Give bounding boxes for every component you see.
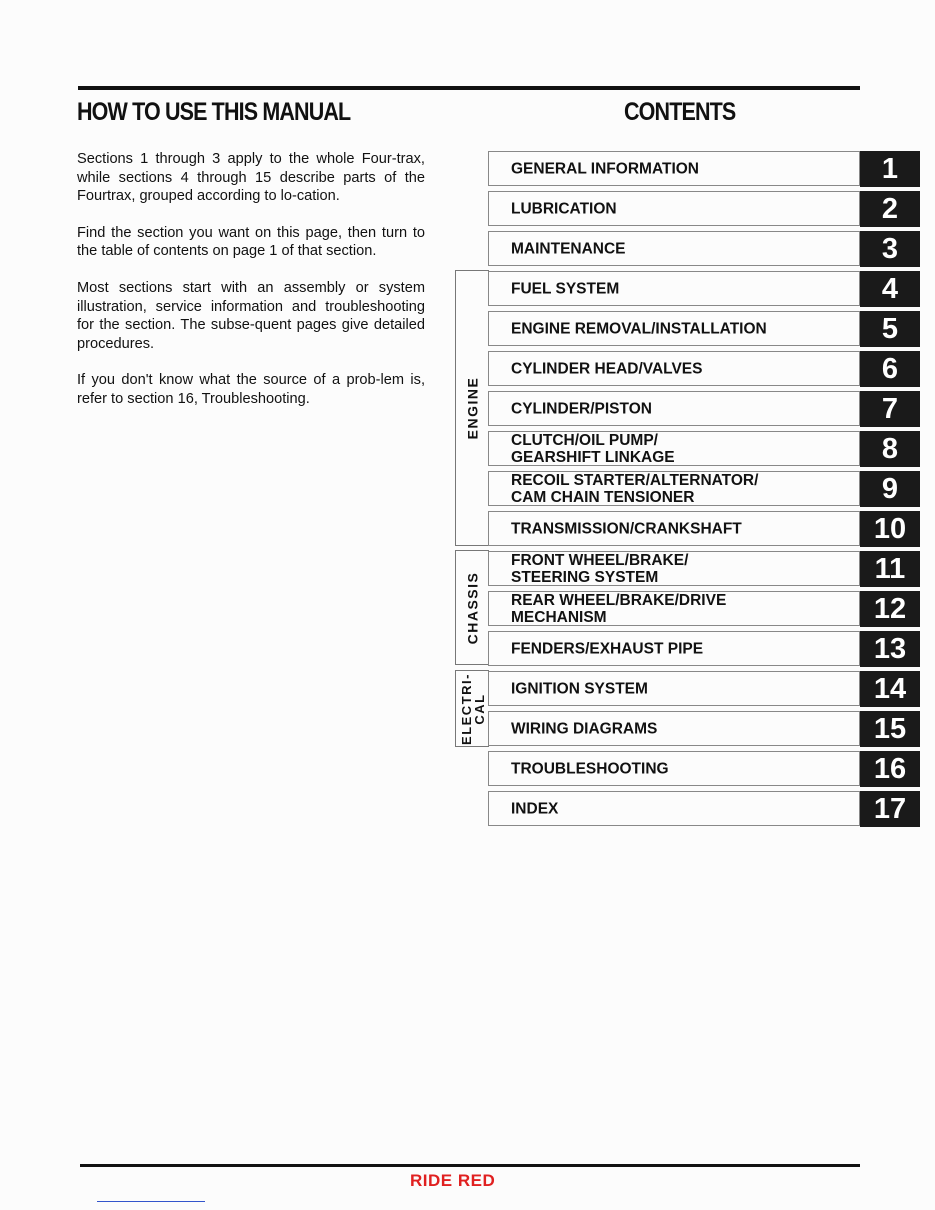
- section-tab-9[interactable]: 9: [860, 471, 920, 507]
- toc-entry-label: FENDERS/EXHAUST PIPE: [511, 640, 704, 657]
- section-tab-2[interactable]: 2: [860, 191, 920, 227]
- toc-entry-8[interactable]: [488, 431, 860, 466]
- section-tab-16[interactable]: 16: [860, 751, 920, 787]
- toc-entry-label: LUBRICATION: [511, 200, 617, 217]
- section-tab-1[interactable]: 1: [860, 151, 920, 187]
- footer-link-underline: [97, 1201, 205, 1202]
- toc-entry-label: TROUBLESHOOTING: [511, 760, 669, 777]
- group-engine-label: ENGINE: [464, 376, 480, 440]
- toc-entry-14[interactable]: [488, 671, 860, 706]
- toc-entry-label: RECOIL STARTER/ALTERNATOR/ CAM CHAIN TENSIONER: [511, 471, 759, 506]
- toc-entry-label: CLUTCH/OIL PUMP/ GEARSHIFT LINKAGE: [511, 431, 675, 466]
- section-tab-7[interactable]: 7: [860, 391, 920, 427]
- intro-text: [77, 150, 425, 427]
- contents-heading: CONTENTS: [624, 98, 736, 126]
- toc-entry-9[interactable]: [488, 471, 860, 506]
- toc-entry-10[interactable]: [488, 511, 860, 546]
- intro-paragraph: Sections 1 through 3 apply to the whole Four-trax, while sections 4 through 15 describe parts of the Fourtrax, grouped according to lo-cation.: [77, 151, 425, 205]
- top-rule: [78, 86, 860, 90]
- toc-entry-4[interactable]: [488, 271, 860, 306]
- toc-entry-16[interactable]: [488, 751, 860, 786]
- section-tab-17[interactable]: 17: [860, 791, 920, 827]
- toc-entry-label: INDEX: [511, 800, 559, 817]
- section-tab-13[interactable]: 13: [860, 631, 920, 667]
- toc-entry-label: IGNITION SYSTEM: [511, 680, 648, 697]
- group-chassis-label: CHASSIS: [464, 571, 480, 644]
- toc-entry-7[interactable]: [488, 391, 860, 426]
- toc-entry-3[interactable]: [488, 231, 860, 266]
- toc-entry-label: CYLINDER/PISTON: [511, 400, 652, 417]
- section-tab-8[interactable]: 8: [860, 431, 920, 467]
- group-engine: [455, 270, 489, 546]
- toc-entry-5[interactable]: [488, 311, 860, 346]
- toc-entry-15[interactable]: [488, 711, 860, 746]
- toc-entry-1[interactable]: [488, 151, 860, 186]
- intro-paragraph: If you don't know what the source of a prob-lem is, refer to section 16, Troubleshooting.: [77, 372, 425, 407]
- group-electrical-label: ELECTRI- CAL: [458, 672, 487, 745]
- intro-paragraph: Most sections start with an assembly or system illustration, service information and troubleshooting for the section. The subse-quent pages give detailed procedures.: [77, 279, 425, 352]
- toc-entry-label: GENERAL INFORMATION: [511, 160, 700, 177]
- toc-entry-13[interactable]: [488, 631, 860, 666]
- section-tab-3[interactable]: 3: [860, 231, 920, 267]
- toc-entry-17[interactable]: [488, 791, 860, 826]
- footer-brand: RIDE RED: [410, 1171, 496, 1190]
- intro-paragraph: Find the section you want on this page, then turn to the table of contents on page 1 of that section.: [77, 224, 425, 260]
- toc-entry-2[interactable]: [488, 191, 860, 226]
- section-tab-14[interactable]: 14: [860, 671, 920, 707]
- toc-entry-6[interactable]: [488, 351, 860, 386]
- how-to-use-heading: HOW TO USE THIS MANUAL: [77, 98, 351, 126]
- bottom-rule: [80, 1164, 860, 1167]
- toc-entry-label: FRONT WHEEL/BRAKE/ STEERING SYSTEM: [511, 551, 689, 586]
- toc-entry-label: CYLINDER HEAD/VALVES: [511, 360, 703, 377]
- toc-entry-label: MAINTENANCE: [511, 240, 626, 257]
- toc-entry-label: FUEL SYSTEM: [511, 280, 620, 297]
- group-chassis: [455, 550, 489, 665]
- toc-entry-12[interactable]: [488, 591, 860, 626]
- section-tab-6[interactable]: 6: [860, 351, 920, 387]
- section-tab-5[interactable]: 5: [860, 311, 920, 347]
- section-tab-15[interactable]: 15: [860, 711, 920, 747]
- toc-entry-label: TRANSMISSION/CRANKSHAFT: [511, 520, 742, 537]
- toc-entry-11[interactable]: [488, 551, 860, 586]
- section-tab-11[interactable]: 11: [860, 551, 920, 587]
- toc-entry-label: WIRING DIAGRAMS: [511, 720, 658, 737]
- toc-entry-label: REAR WHEEL/BRAKE/DRIVE MECHANISM: [511, 591, 727, 626]
- section-tab-10[interactable]: 10: [860, 511, 920, 547]
- section-tab-12[interactable]: 12: [860, 591, 920, 627]
- toc-entry-label: ENGINE REMOVAL/INSTALLATION: [511, 320, 767, 337]
- group-electrical: [455, 670, 489, 747]
- section-tab-4[interactable]: 4: [860, 271, 920, 307]
